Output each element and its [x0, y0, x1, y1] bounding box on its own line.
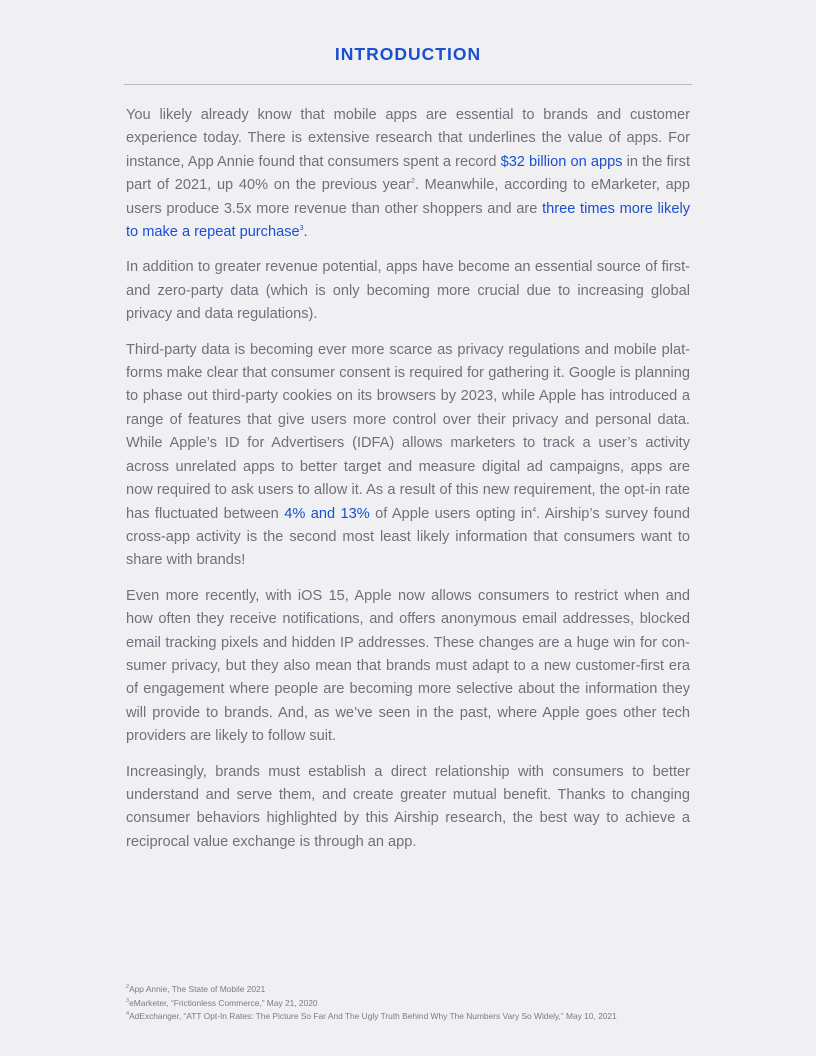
paragraph-text: of Apple users opting in	[369, 505, 533, 522]
paragraph-1	[126, 104, 690, 244]
title-divider	[124, 84, 692, 85]
link-4-and-13-percent[interactable]: 4% and 13%	[284, 505, 370, 522]
footnote-number: 2	[126, 984, 130, 991]
paragraph-5: Increasingly, brands must establish a direct relationship with consumers to better understand and serve them, and create greater mutual benefit. Thanks to changing consumer behaviors highlighted by this Airship research, the best way to achieve a reciprocal value exchange is through an app.	[126, 763, 690, 850]
link-text: three times more likely to make a repeat purchase	[126, 200, 690, 241]
article-body	[126, 104, 690, 866]
footnote-ref-4: 4	[532, 506, 537, 514]
footnote-number: 3	[126, 997, 130, 1004]
paragraph-3	[126, 339, 690, 573]
paragraph-2: In addition to greater revenue potential, apps have become an essential source of first- and zero-party data (which is only becoming more crucial due to increasing global privacy and data regulations).	[126, 259, 690, 323]
paragraph-4: Even more recently, with iOS 15, Apple now allows consumers to restrict when and how often they receive notifications, and offers anonymous email addresses, blocked email tracking pixels and hidden IP addresses. These changes are a huge win for consumer privacy, but they also mean that brands must adapt to a new customer-first era of engagement where people are becoming more selective about the information they will provide to brands. And, as we’ve seen in the past, where Apple goes other tech providers are likely to follow suit.	[126, 587, 690, 745]
footnote-4	[126, 1010, 746, 1024]
footnote-2	[126, 983, 746, 997]
footnote-text: App Annie, The State of Mobile 2021	[129, 984, 266, 994]
footnotes	[126, 983, 746, 1024]
link-32-billion-on-apps[interactable]: $32 billion on apps	[500, 153, 623, 170]
paragraph-text: in the first part of 2021, up 40% on the previous year	[126, 153, 690, 194]
footnote-number: 4	[126, 1011, 130, 1018]
footnote-ref-2: 2	[410, 178, 415, 186]
page-title: INTRODUCTION	[334, 44, 482, 64]
paragraph-text: You likely already know that mobile apps are essential to brands and customer experience today. There is extensive research that underlines the value of apps. For instance, App Annie found that consumers spent a record	[126, 107, 690, 170]
paragraph-text: . Airship’s survey found cross-app activity is the second most least likely information that consumers want to share with brands!	[126, 505, 690, 569]
link-period: .	[303, 224, 308, 241]
footnote-text: AdExchanger, “ATT Opt-In Rates: The Picture So Far And The Ugly Truth Behind Why The Numbers Vary So Widely,” May 10, 2021	[129, 1011, 617, 1022]
footnote-3	[126, 997, 746, 1011]
footnote-ref-3: 3	[299, 225, 304, 233]
paragraph-text: . Meanwhile, according to eMarketer, app users produce 3.5x more revenue than other shoppers and are	[126, 177, 690, 217]
paragraph-text: Third-party data is becoming ever more scarce as privacy regulations and mobile platforms make clear that consumer consent is required for gathering it. Google is planning to phase out third-party cookies on its browsers by 2023, while Apple has introduced a range of features that give users more control over their privacy and personal data. While Apple’s ID for Advertisers (IDFA) allows marketers to track a user’s activity across unrelated apps to better target and measure digital ad campaigns, apps are now required to ask users to allow it. As a result of this new requirement, the opt-in rate has fluctuated between	[126, 341, 690, 522]
footnote-text: eMarketer, “Frictionless Commerce,” May 21, 2020	[129, 997, 318, 1008]
